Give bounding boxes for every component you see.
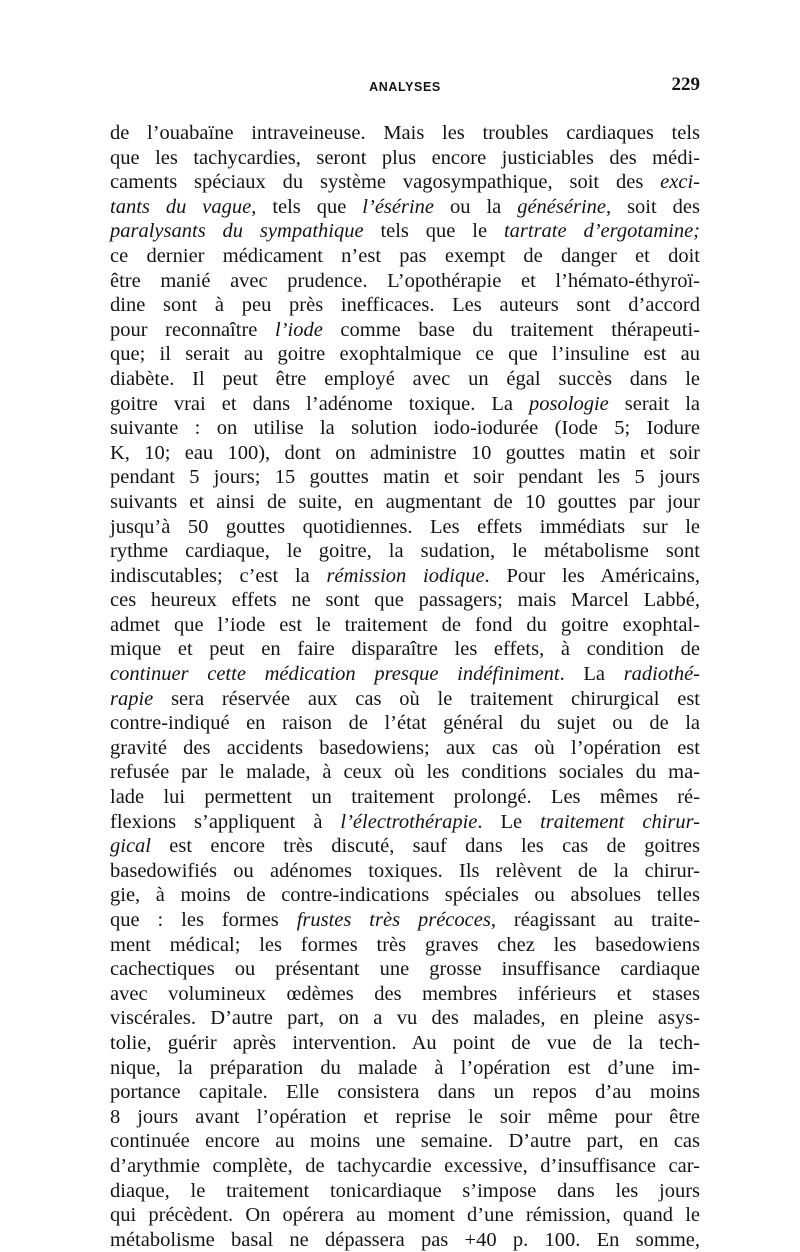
text-line — [110, 908, 700, 933]
text-run: diabète. Il peut être employé avec un égal succès dans le — [110, 367, 700, 390]
text-line — [110, 367, 700, 392]
text-line — [110, 121, 700, 146]
text-run: cachectiques ou présentant une grosse insuffisance cardiaque — [110, 958, 700, 981]
text-line — [110, 1129, 700, 1154]
text-line — [110, 490, 700, 515]
text-line — [110, 170, 700, 195]
text-line — [110, 883, 700, 908]
text-line — [110, 146, 700, 171]
italic-text: frustes très précoces — [296, 909, 491, 931]
text-line — [110, 637, 700, 662]
text-run: sera réservée aux cas où le traitement chirurgical est — [153, 687, 700, 710]
text-line — [110, 957, 700, 982]
text-run: viscérales. D’autre part, on a vu des malades, en pleine asys- — [110, 1007, 700, 1030]
page-header — [110, 72, 700, 100]
text-run: diaque, le traitement tonicardiaque s’impose dans les jours — [110, 1179, 700, 1202]
text-line — [110, 416, 700, 441]
text-line — [110, 219, 700, 244]
text-line — [110, 1031, 700, 1056]
text-run: pour reconnaître — [110, 318, 275, 341]
text-line — [110, 318, 700, 343]
text-line — [110, 539, 700, 564]
text-line — [110, 269, 700, 294]
italic-text: l’ésérine — [362, 195, 435, 218]
text-line — [110, 1154, 700, 1179]
italic-text: tartrate d’ergotamine; — [503, 220, 700, 243]
text-run: continuée encore au moins une semaine. D’autre part, en cas — [110, 1130, 700, 1153]
text-run: ou la — [434, 195, 518, 218]
text-run: jusqu’à 50 gouttes quotidiennes. Les effets immédiats sur le — [110, 515, 700, 538]
text-line — [110, 933, 700, 958]
text-line — [110, 515, 700, 540]
text-run: gravité des accidents basedowiens; aux cas où l’opération est — [110, 736, 700, 759]
text-line — [110, 736, 700, 761]
italic-text: radiothé- — [623, 663, 700, 686]
text-line — [110, 1105, 700, 1130]
text-line — [110, 465, 700, 490]
italic-text: continuer cette médication presque indéfiniment — [110, 663, 560, 686]
text-run: basedowifiés ou adénomes toxiques. Ils relèvent de la chirur- — [110, 859, 700, 882]
text-run: tolie, guérir après intervention. Au point de vue de la tech- — [110, 1031, 700, 1054]
text-run: refusée par le malade, à ceux où les conditions sociales du ma- — [110, 761, 700, 784]
text-run: flexions s’appliquent à — [110, 810, 341, 833]
text-line — [110, 711, 700, 736]
text-line — [110, 687, 700, 712]
text-run: être manié avec prudence. L’opothérapie et l’hémato-éthyroï- — [110, 269, 700, 292]
text-line — [110, 834, 700, 859]
text-line — [110, 293, 700, 318]
text-run: admet que l’iode est le traitement de fond du goitre exophtal- — [110, 613, 700, 636]
text-run: ment médical; les formes très graves chez les basedowiens — [110, 933, 700, 956]
text-run: ce dernier médicament n’est pas exempt de danger et doit — [110, 244, 700, 267]
text-run: d’arythmie complète, de tachycardie excessive, d’insuffisance car- — [110, 1154, 700, 1177]
text-run: que; il serait au goitre exophtalmique ce que l’insuline est au — [110, 343, 700, 366]
text-run: métabolisme basal ne dépassera pas +40 p. 100. En somme, — [110, 1228, 700, 1251]
text-line — [110, 441, 700, 466]
text-run: serait la — [608, 392, 700, 415]
text-run: . Le — [477, 810, 541, 833]
text-line — [110, 1006, 700, 1031]
text-run: mique et peut en faire disparaître les effets, à condition de — [110, 638, 700, 661]
italic-text: génésérine — [517, 195, 606, 218]
text-run: tels que le — [363, 220, 504, 243]
text-line — [110, 810, 700, 835]
text-run: caments spéciaux du système vagosympathique, soit des — [110, 171, 661, 194]
text-line — [110, 564, 700, 589]
text-run: pendant 5 jours; 15 gouttes matin et soir pendant les 5 jours — [110, 466, 700, 489]
italic-text: rapie — [110, 687, 154, 710]
italic-text: gical — [110, 835, 151, 858]
text-run: . La — [559, 663, 624, 686]
italic-text: traitement chirur- — [540, 810, 701, 833]
text-run: suivants et ainsi de suite, en augmentant de 10 gouttes par jour — [110, 490, 700, 513]
text-run: indiscutables; c’est la — [110, 564, 327, 587]
text-run: lade lui permettent un traitement prolongé. Les mêmes ré- — [110, 786, 700, 809]
text-run: dine sont à peu près inefficaces. Les auteurs sont d’accord — [110, 294, 700, 317]
text-run: 8 jours avant l’opération et reprise le soir même pour être — [110, 1105, 700, 1128]
text-run: suivante : on utilise la solution iodo-iodurée (Iode 5; Iodure — [110, 417, 700, 440]
italic-text: paralysants du sympathique — [110, 220, 364, 243]
text-line — [110, 859, 700, 884]
text-line — [110, 1080, 700, 1105]
text-run: qui précèdent. On opérera au moment d’une rémission, quand le — [110, 1204, 700, 1227]
text-line — [110, 588, 700, 613]
running-title: ANALYSES — [369, 80, 441, 94]
text-line — [110, 195, 700, 220]
text-run: nique, la préparation du malade à l’opération est d’une im- — [110, 1056, 700, 1079]
text-run: K, 10; eau 100), dont on administre 10 gouttes matin et soir — [110, 441, 700, 464]
italic-text: tants du vague — [110, 195, 252, 218]
text-line — [110, 785, 700, 810]
text-run: , tels que — [251, 195, 363, 218]
text-line — [110, 1203, 700, 1228]
text-line — [110, 392, 700, 417]
italic-text: posologie — [529, 392, 609, 415]
text-line — [110, 1056, 700, 1081]
text-run: , réagissant au traite- — [490, 909, 701, 931]
body-text — [110, 121, 700, 1252]
text-run: rythme cardiaque, le goitre, la sudation, le métabolisme sont — [110, 540, 700, 563]
italic-text: l’électrothérapie — [340, 810, 478, 833]
text-line — [110, 1179, 700, 1204]
text-run: gie, à moins de contre-indications spéciales ou absolues telles — [110, 884, 700, 907]
italic-text: l’iode — [274, 318, 323, 341]
text-line — [110, 760, 700, 785]
text-run: est encore très discuté, sauf dans les cas de goitres — [151, 835, 700, 858]
text-line — [110, 1228, 700, 1252]
italic-text: rémission iodique — [326, 564, 485, 587]
text-run: contre-indiqué en raison de l’état général du sujet ou de la — [110, 712, 700, 735]
text-run: goitre vrai et dans l’adénome toxique. La — [110, 392, 530, 415]
text-run: , soit des — [606, 195, 700, 218]
page-number: 229 — [671, 74, 700, 95]
text-line — [110, 662, 700, 687]
text-run: . Pour les Américains, — [484, 564, 700, 587]
text-run: portance capitale. Elle consistera dans un repos d’au moins — [110, 1081, 700, 1104]
text-run: que les tachycardies, seront plus encore justiciables des médi- — [110, 146, 700, 169]
text-line — [110, 244, 700, 269]
text-line — [110, 342, 700, 367]
text-line — [110, 613, 700, 638]
text-run: que : les formes — [110, 909, 297, 931]
text-run: ces heureux effets ne sont que passagers; mais Marcel Labbé, — [110, 589, 700, 612]
text-line — [110, 982, 700, 1007]
text-run: avec volumineux œdèmes des membres inférieurs et stases — [110, 982, 700, 1005]
text-run: de l’ouabaïne intraveineuse. Mais les troubles cardiaques tels — [110, 122, 700, 144]
italic-text: exci- — [660, 171, 700, 194]
text-run: comme base du traitement thérapeuti- — [322, 318, 700, 341]
